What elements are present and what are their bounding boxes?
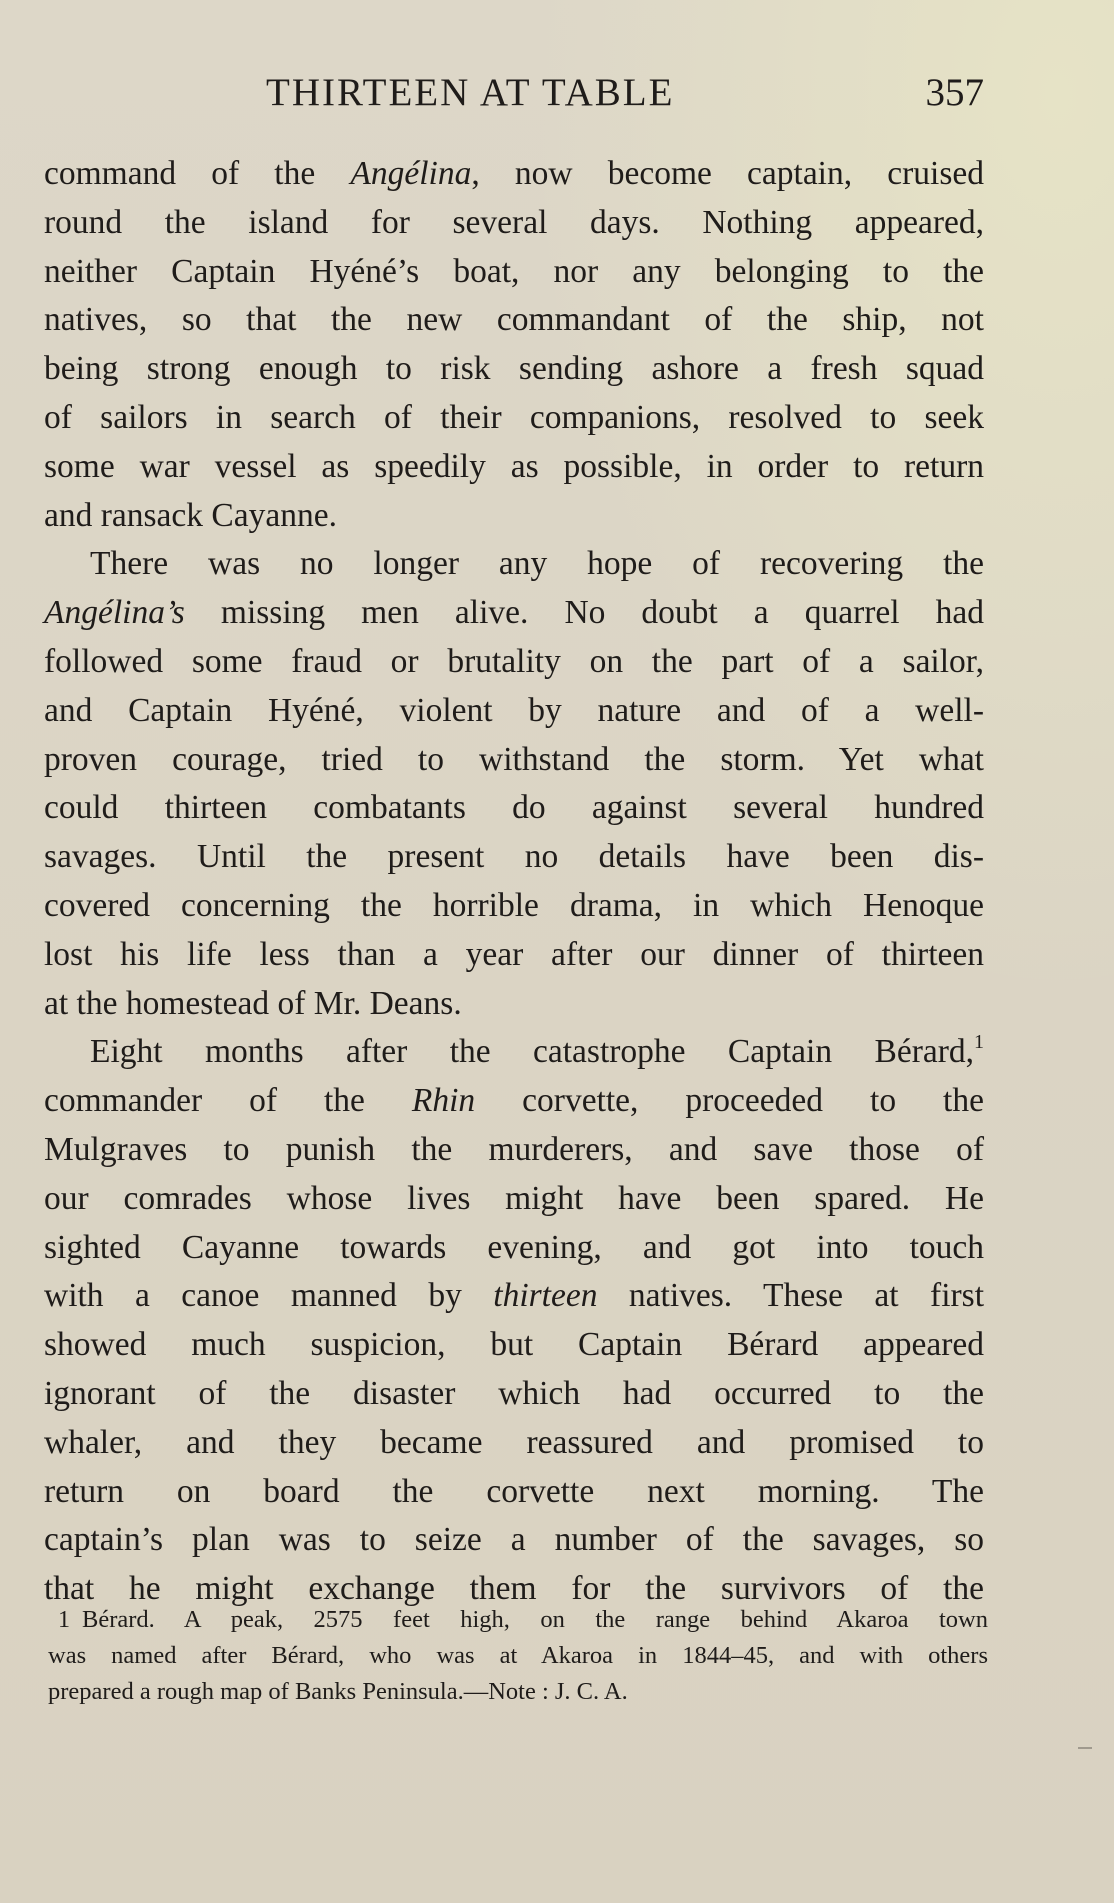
footnote-line: prepared a rough map of Banks Peninsula.—Note : J. C. A.: [48, 1678, 628, 1705]
paragraph-1: [44, 150, 984, 540]
text-line: ignorant of the disaster which had occurred to the: [44, 1374, 984, 1412]
footnote-line: 1 Bérard. A peak, 2575 feet high, on the range behind Akaroa town: [58, 1606, 988, 1633]
text-line: that he might exchange them for the survivors of the: [44, 1570, 984, 1608]
text-line: neither Captain Hyéné’s boat, nor any belonging to the: [44, 252, 984, 290]
text-line: of sailors in search of their companions, resolved to seek: [44, 398, 984, 436]
text-line: captain’s plan was to seize a number of the savages, so: [44, 1521, 984, 1559]
text-line: proven courage, tried to withstand the storm. Yet what: [44, 740, 984, 778]
paragraph-3: [44, 1028, 984, 1614]
text-line: lost his life less than a year after our dinner of thirteen: [44, 935, 984, 973]
text-line: whaler, and they became reassured and promised to: [44, 1423, 984, 1461]
body-text: [44, 150, 984, 1614]
text-line: showed much suspicion, but Captain Bérard appeared: [44, 1326, 984, 1364]
text-line: covered concerning the horrible drama, in which Henoque: [44, 886, 984, 924]
running-title: THIRTEEN AT TABLE: [266, 71, 675, 114]
text-line: round the island for several days. Nothing appeared,: [44, 203, 984, 241]
text-line: There was no longer any hope of recovering the: [90, 545, 984, 583]
ship-name-italic: Rhin: [411, 1082, 476, 1120]
text-line: could thirteen combatants do against several hundred: [44, 789, 984, 827]
text-line: followed some fraud or brutality on the part of a sailor,: [44, 642, 984, 680]
footnote-line: was named after Bérard, who was at Akaroa in 1844–45, and with others: [48, 1642, 988, 1669]
ship-name-italic: Angélina: [350, 155, 472, 192]
text-line: some war vessel as speedily as possible, in order to return: [44, 447, 984, 485]
ship-name-italic: Angélina’s: [44, 594, 185, 632]
text-line: and ransack Cayanne.: [44, 496, 337, 534]
running-head: [44, 68, 984, 118]
emphasis-italic: thirteen: [493, 1277, 598, 1315]
text-line: return on board the corvette next morning. The: [44, 1472, 984, 1510]
page-edge-mark: [1078, 1747, 1092, 1749]
text-line: with a canoe manned by thirteen natives. These at first: [44, 1277, 984, 1315]
text-line: Angélina’s missing men alive. No doubt a quarrel had: [44, 594, 984, 632]
text-line: at the homestead of Mr. Deans.: [44, 984, 462, 1022]
text-line: savages. Until the present no details have been dis-: [44, 838, 984, 876]
text-line: sighted Cayanne towards evening, and got into touch: [44, 1228, 984, 1266]
paragraph-2: [44, 540, 984, 1028]
text-line: command of the Angélina, now become captain, cruised: [44, 155, 984, 192]
text-line: Mulgraves to punish the murderers, and save those of: [44, 1130, 984, 1168]
text-line: commander of the Rhin corvette, proceeded to the: [44, 1082, 984, 1120]
text-line: our comrades whose lives might have been spared. He: [44, 1179, 984, 1217]
page-number: 357: [925, 71, 984, 114]
footnote-marker: 1: [58, 1607, 70, 1633]
text-line: natives, so that the new commandant of the ship, not: [44, 301, 984, 339]
footnote: [48, 1602, 988, 1710]
footnote-reference: 1: [974, 1031, 984, 1054]
text-line: Eight months after the catastrophe Captain Bérard,$^1$: [90, 1031, 984, 1071]
text-line: being strong enough to risk sending ashore a fresh squad: [44, 350, 984, 388]
text-line: and Captain Hyéné, violent by nature and of a well-: [44, 691, 984, 729]
